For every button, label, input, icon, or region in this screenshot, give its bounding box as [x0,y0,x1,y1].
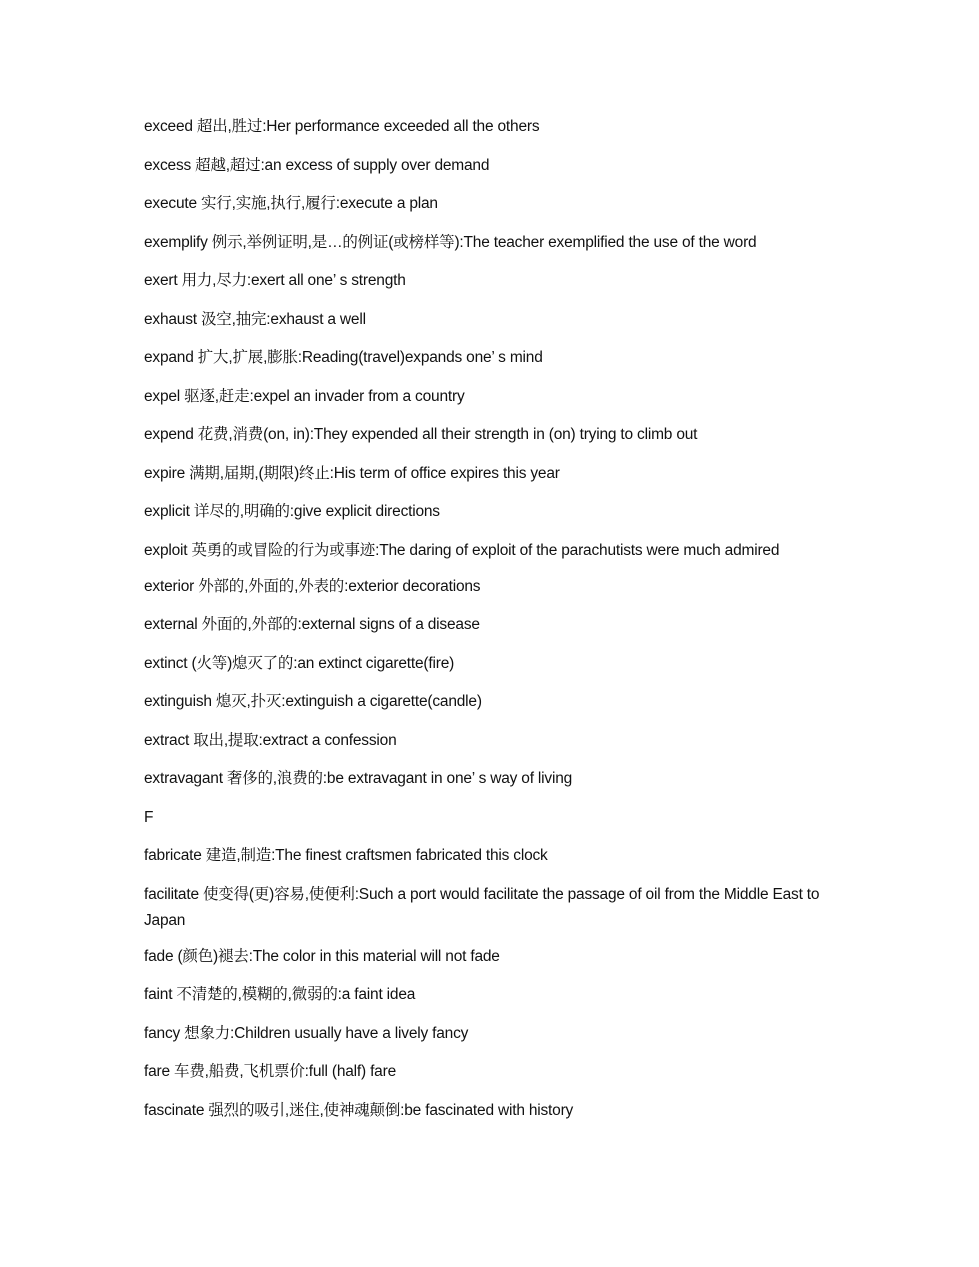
vocab-entry: exhaust 汲空,抽完:exhaust a well [144,310,366,328]
vocab-entry: expand 扩大,扩展,膨胀:Reading(travel)expands one’ s mind [144,349,543,366]
vocab-entry: excess 超越,超过:an excess of supply over demand [144,156,490,174]
vocab-entry: expire 满期,届期,(期限)终止:His term of office expires this year [144,464,560,482]
vocab-entry: fancy 想象力:Children usually have a lively fancy [144,1024,469,1042]
vocab-entry: extract 取出,提取:extract a confession [144,731,397,749]
vocab-entry: exceed 超出,胜过:Her performance exceeded all the others [144,118,540,135]
vocab-entry: expend 花费,消费(on, in):They expended all their strength in (on) trying to climb out [144,426,698,443]
section-letter-heading: F [144,808,154,826]
vocab-entry: fabricate 建造,制造:The finest craftsmen fabricated this clock [144,847,548,864]
vocab-entry: external 外面的,外部的:external signs of a disease [144,616,480,633]
vocab-entry: exterior 外部的,外面的,外表的:exterior decorations [144,577,481,595]
vocab-entry: fascinate 强烈的吸引,迷住,使神魂颠倒:be fascinated with history [144,1101,574,1119]
vocab-entry: extinguish 熄灭,扑灭:extinguish a cigarette(candle) [144,693,482,710]
vocab-entry: extinct (火等)熄灭了的:an extinct cigarette(fire) [144,654,455,672]
vocab-entry: expel 驱逐,赶走:expel an invader from a country [144,387,465,405]
vocab-entry: execute 实行,实施,执行,履行:execute a plan [144,195,438,212]
vocab-entry: exert 用力,尽力:exert all one’ s strength [144,272,406,289]
vocab-entry: exemplify 例示,举例证明,是…的例证(或榜样等):The teacher exemplified the use of the word [144,233,757,251]
vocab-entry: faint 不清楚的,模糊的,微弱的:a faint idea [144,986,416,1003]
vocab-entry: explicit 详尽的,明确的:give explicit directions [144,503,440,520]
vocab-entry: extravagant 奢侈的,浪费的:be extravagant in one’ s way of living [144,770,573,787]
vocab-entry: fade (颜色)褪去:The color in this material will not fade [144,947,500,965]
vocab-entry: facilitate 使变得(更)容易,使便利:Such a port would facilitate the passage of oil from the Middle East to Japan [144,885,820,929]
vocab-entry: exploit 英勇的或冒险的行为或事迹:The daring of exploit of the parachutists were much admired [144,541,780,559]
vocabulary-list [144,114,844,1136]
vocab-entry: fare 车费,船费,飞机票价:full (half) fare [144,1063,396,1080]
